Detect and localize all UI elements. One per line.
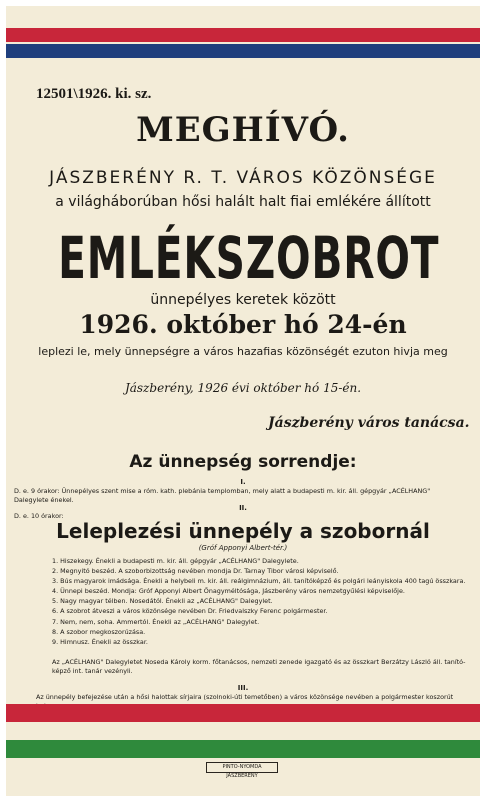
program-item: 2. Megnyitó beszéd. A szoborbizottság nevében mondja Dr. Tarnay Tibor városi képviselő. <box>52 567 339 576</box>
program-item: 9. Himnusz. Énekli az összkar. <box>52 637 148 646</box>
bottom-red-stripe <box>6 704 480 722</box>
invitation-line: leplezi le, mely ünnepségre a város hazafias közönségét ezuton hivja meg <box>38 345 448 358</box>
monument-heading: EMLÉKSZOBROT <box>58 224 440 292</box>
program-title: Az ünnepség sorrendje: <box>129 452 357 472</box>
dedication-line: a világháborúban hősi halált halt fiai emlékére állított <box>55 194 431 210</box>
top-red-stripe <box>6 28 480 42</box>
program-item: 3. Bús magyarok imádsága. Énekli a helybeli m. kir. áll. reálgimnázium, áll. tanítóképző és polgári leányiskola 400 tagú összkara. <box>52 577 466 586</box>
unveiling-time: D. e. 10 órakor: <box>14 512 64 520</box>
framing-line: ünnepélyes keretek között <box>150 292 336 308</box>
unveiling-location: (Gróf Apponyi Albert-tér.) <box>198 544 288 552</box>
section-numeral: I. <box>240 478 246 486</box>
printer-mark: PINTO-NYOMDA JÁSZBERÉNY <box>206 762 278 773</box>
reference-number: 12501\1926. ki. sz. <box>36 86 152 102</box>
program-list <box>52 556 472 647</box>
section-numeral: III. <box>237 684 249 692</box>
program-item: 7. Nem, nem, soha. Ammertól. Énekli az „ACÉLHANG" Dalegylet. <box>52 617 260 626</box>
program-item: 6. A szobrot átveszi a város közönsége nevében Dr. Friedvalszky Ferenc polgármester. <box>52 607 328 616</box>
program-item: 5. Nagy magyar télben. Nosedától. Énekli az „ACÉLHANG" Dalegylet. <box>52 597 273 606</box>
top-blue-stripe <box>6 44 480 58</box>
bottom-green-stripe <box>6 740 480 758</box>
council-signature: Jászberény város tanácsa. <box>268 415 470 431</box>
closing-text: Az ünnepély befejezése után a hősi halottak sírjaira (szolnoki-úti temetőben) a város közönsége nevében a polgármester koszorút <box>36 693 454 701</box>
poster-title: MEGHÍVÓ. <box>136 110 350 150</box>
conductors-note: Az „ACÉLHANG" Dalegyletet Noseda Károly korm. főtanácsos, nemzeti zenede igazgató és az összkart Berzátzy László áll. tanító-képző int. tanár vezényli. <box>52 658 466 675</box>
organizer-line: JÁSZBERÉNY R. T. VÁROS KÖZÖNSÉGE <box>49 168 437 188</box>
program-item: 4. Ünnepi beszéd. Mondja: Gróf Apponyi Albert Őnagyméltósága, Jászberény város nemzetgyűlési képviselője. <box>52 587 405 596</box>
unveiling-title: Leleplezési ünnepély a szobornál <box>56 519 430 543</box>
program-item: 8. A szobor megkoszorúzása. <box>52 627 146 636</box>
program-item: 1. Hiszekegy. Énekli a budapesti m. kir. áll. gépgyár „ACÉLHANG" Dalegylete. <box>52 557 299 565</box>
section-numeral: II. <box>239 504 247 512</box>
place-and-date: Jászberény, 1926 évi október hó 15-én. <box>124 381 362 395</box>
event-date: 1926. október hó 24-én <box>79 310 407 339</box>
morning-mass-text: D. e. 9 órakor: Ünnepélyes szent mise a róm. kath. plebánia templomban, mely alatt a budapesti m. kir. áll. gépgyár „ACÉLHANG" Dalegylete énekel. <box>14 487 431 504</box>
